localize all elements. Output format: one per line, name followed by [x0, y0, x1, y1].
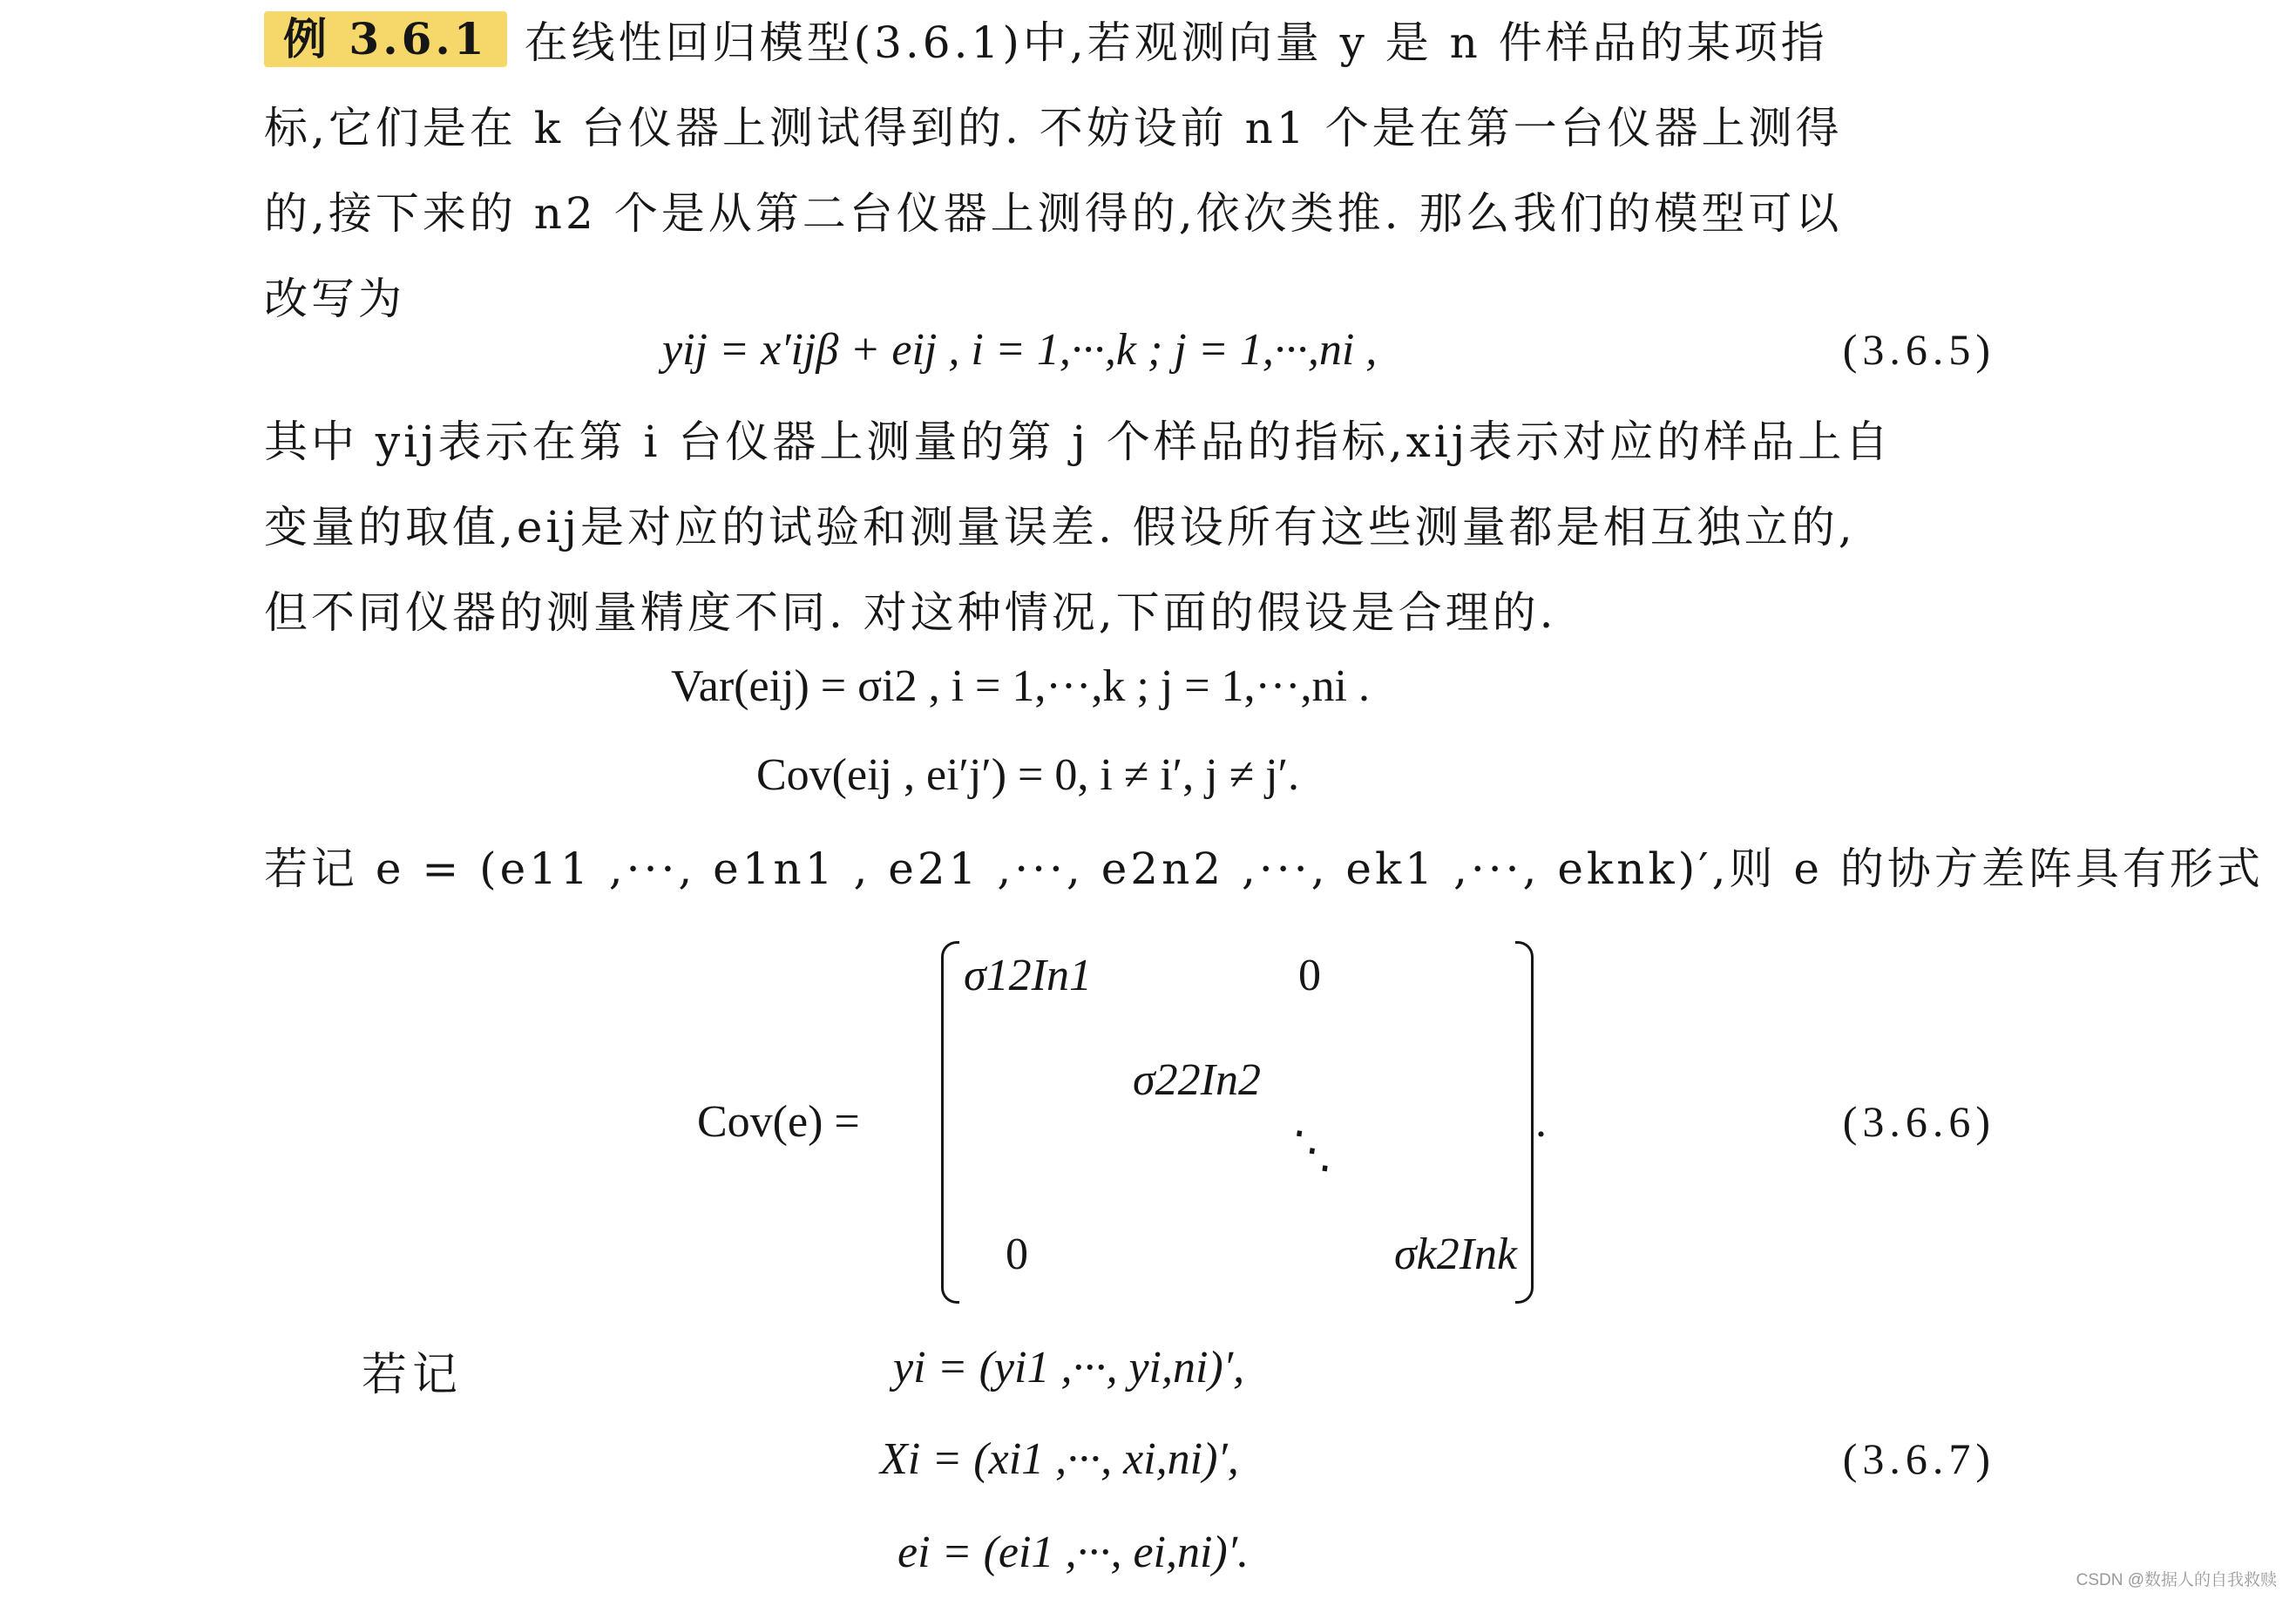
matrix-left-bracket	[941, 941, 959, 1304]
matrix-cell-k-k: σk2Ink	[1394, 1230, 1518, 1279]
csdn-watermark: CSDN @数据人的自我救赎	[2076, 1571, 2277, 1589]
matrix-zero-bottom: 0	[1006, 1230, 1028, 1279]
para1-line4: 改写为	[264, 274, 405, 324]
equation-3-6-5: yij = x′ijβ + eij , i = 1,···,k ; j = 1,···,ni ,	[662, 325, 1378, 375]
example-label: 例 3.6.1	[264, 11, 507, 67]
matrix-trailing-period: .	[1535, 1097, 1547, 1147]
para1-line2: 标,它们是在 k 台仪器上测试得到的. 不妨设前 n1 个是在第一台仪器上测得	[264, 103, 1843, 153]
paragraph-intro	[264, 0, 1998, 342]
equation-3-6-7-line1: yi = (yi1 ,···, yi,ni)′,	[893, 1343, 1245, 1392]
para2-line3: 但不同仪器的测量精度不同. 对这种情况,下面的假设是合理的.	[264, 587, 1557, 638]
matrix-cell-1-1: σ12In1	[964, 951, 1092, 1000]
paragraph-explanation	[264, 399, 1998, 655]
matrix-diagonal-dots: ⋱	[1286, 1122, 1338, 1179]
para1-line1-text: 在线性回归模型(3.6.1)中,若观测向量 y 是 n 件样品的某项指	[524, 17, 1828, 68]
ruoji-label: 若记	[362, 1351, 464, 1400]
covariance-lhs: Cov(e) =	[697, 1097, 860, 1147]
para3-line1: 若记 e = (e11 ,···, e1n1 , e21 ,···, e2n2 ,···, ek1 ,···, eknk)′,则 e 的协方差阵具有形式	[264, 844, 2264, 894]
para2-line1: 其中 yij表示在第 i 台仪器上测量的第 j 个样品的指标,xij表示对应的样品上自	[264, 417, 1893, 467]
equation-3-6-7-line2: Xi = (xi1 ,···, xi,ni)′,	[880, 1434, 1239, 1484]
equation-number-3-6-7: (3.6.7)	[1842, 1434, 1995, 1483]
matrix-right-bracket	[1515, 941, 1534, 1304]
equation-number-3-6-6: (3.6.6)	[1842, 1097, 1995, 1146]
equation-3-6-7-line3: ei = (ei1 ,···, ei,ni)′.	[897, 1528, 1250, 1577]
para1-line1	[264, 0, 1998, 85]
block-diagonal-matrix	[941, 941, 1534, 1298]
equation-covariance: Cov(eij , ei′j′) = 0, i ≠ i′, j ≠ j′.	[756, 750, 1299, 800]
matrix-zero-top: 0	[1298, 951, 1321, 1000]
equation-variance: Var(eij) = σi2 , i = 1,···,k ; j = 1,···,ni .	[671, 661, 1370, 711]
matrix-cell-2-2: σ22In2	[1133, 1055, 1261, 1105]
paragraph-vector-e	[264, 826, 2264, 911]
equation-number-3-6-5: (3.6.5)	[1842, 325, 1995, 374]
para1-line3: 的,接下来的 n2 个是从第二台仪器上测得的,依次类推. 那么我们的模型可以	[264, 188, 1843, 239]
para2-line2: 变量的取值,eij是对应的试验和测量误差. 假设所有这些测量都是相互独立的,	[264, 502, 1856, 552]
